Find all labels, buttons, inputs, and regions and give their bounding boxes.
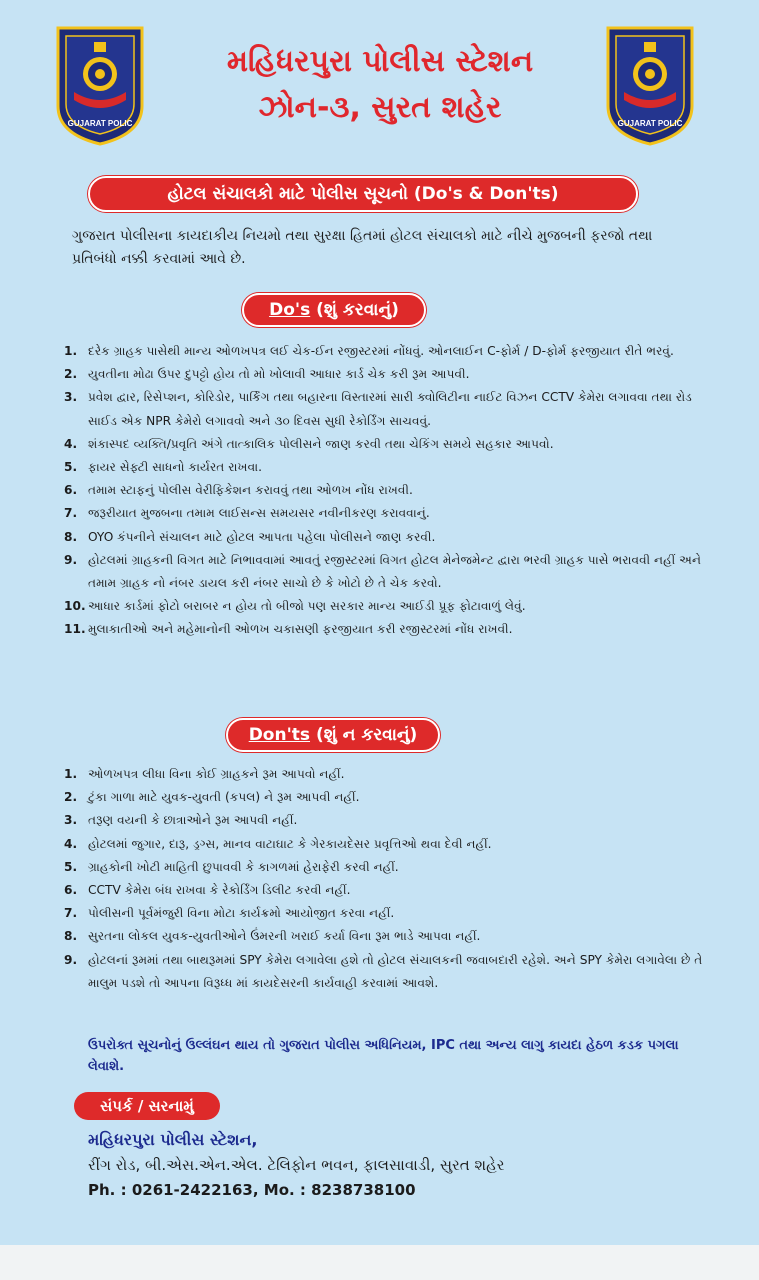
donts-list (64, 763, 724, 995)
list-item-text: હોટલમાં જુગાર, દારૂ, ડ્રગ્સ, માનવ વાટાઘાટ કે ગેરકાયદેસર પ્રવૃત્તિઓ થવા દેવી નહીં. (88, 836, 492, 851)
contact-phones: Ph. : 0261-2422163, Mo. : 8238738100 (88, 1181, 416, 1199)
list-item-number: 5. (64, 859, 78, 874)
list-item-text: ટુંકા ગાળા માટે યુવક-યુવતી (કપલ) ને રૂમ આપવી નહીં. (88, 790, 360, 805)
list-item-text: શંકાસ્પદ વ્યક્તિ/પ્રવૃતિ અંગે તાત્કાલિક પોલીસને જાણ કરવી તથા ચેકિંગ સમયે સહકાર આપવો. (88, 436, 554, 451)
list-item-number: 10. (64, 599, 86, 614)
gujarat-police-badge-icon (602, 22, 698, 148)
donts-list-item (64, 902, 724, 925)
list-item-number: 8. (64, 529, 78, 544)
donts-list-item (64, 763, 724, 786)
donts-heading-gu: (શું ન કરવાનું) (310, 725, 418, 745)
list-item-number: 8. (64, 929, 78, 944)
list-item-text: મુલાકાતીઓ અને મહેમાનોની ઓળખ ચકાસણી ફરજીયાત કરી રજીસ્ટરમાં નોંધ રાખવી. (88, 622, 513, 637)
list-item-number: 6. (64, 883, 78, 898)
list-item-number: 11. (64, 622, 86, 637)
donts-list-item (64, 809, 724, 832)
donts-list-item (64, 925, 724, 948)
contact-label-pill: સંપર્ક / સરનામું (74, 1092, 220, 1120)
dos-heading-gu: (શું કરવાનું) (310, 300, 399, 320)
list-item-text: ઓળખપત્ર લીધા વિના કોઈ ગ્રાહકને રૂમ આપવો નહીં. (88, 767, 345, 781)
list-item-text: દરેક ગ્રાહક પાસેથી માન્ય ઓળખપત્ર લઈ ચેક-ઈન રજીસ્ટરમાં નોંધવું. ઓનલાઈન C-ફોર્મ / D-ફોર્મ ફરજીયાત રીતે ભરવું. (88, 344, 674, 358)
donts-list-item (64, 879, 724, 902)
list-item-number: 2. (64, 367, 78, 382)
dos-list-item (64, 386, 724, 432)
dos-list-item (64, 340, 724, 363)
dos-heading-pill (242, 293, 426, 327)
station-title: મહિધરપુરા પોલીસ સ્ટેશન (226, 44, 534, 79)
list-item-number: 1. (64, 767, 78, 781)
list-item-text: CCTV કેમેરા બંધ રાખવા કે રેકોર્ડિંગ ડિલીટ કરવી નહીં. (88, 883, 351, 898)
donts-list-item (64, 856, 724, 879)
list-item-number: 9. (64, 552, 78, 567)
donts-list-item (64, 786, 724, 809)
list-item-text: પ્રવેશ દ્વાર, રિસેપ્શન, કોરિડોર, પાર્કિંગ તથા બહારના વિસ્તારમાં સારી ક્વોલિટીના નાઈટ વિઝન CCTV કેમેરા લગાવવા તથા રોડ સાઈડ એક NPR કેમેરો લગાવવો અને ૩૦ દિવસ સુધી રેકોર્ડિંગ સાચવવું. (88, 390, 692, 428)
list-item-text: સુરતના લોકલ યુવક-યુવતીઓને ઉંમરની ખરાઈ કર્યા વિના રૂમ ભાડે આપવા નહીં. (88, 929, 481, 944)
list-item-number: 2. (64, 790, 78, 805)
list-item-number: 4. (64, 836, 78, 851)
zone-title: ઝોન-૩, સુરત શહેર (258, 90, 502, 125)
list-item-text: હોટલનાં રૂમમાં તથા બાથરૂમમાં SPY કેમેરા લગાવેલા હશે તો હોટલ સંચાલકની જવાબદારી રહેશે. અને SPY કેમેરા લગાવેલા છે તે માલુમ પડશે તો આપના વિરૂધ્ધ માં કાયદેસરની કાર્યવાહી કરવામાં આવશે. (88, 952, 703, 990)
contact-address: રીંગ રોડ, બી.એસ.એન.એલ. ટેલિફોન ભવન, ફાલસાવાડી, સુરત શહેર (88, 1156, 505, 1174)
list-item-text: ગ્રાહકોની ખોટી માહિતી છુપાવવી કે કાગળમાં હેરાફેરી કરવી નહીં. (88, 859, 399, 874)
list-item-number: 1. (64, 344, 78, 358)
donts-heading-pill (226, 718, 440, 752)
dos-list-item (64, 363, 724, 386)
dos-heading-en: Do's (269, 300, 311, 320)
dos-list-item (64, 618, 724, 641)
main-heading-pill: હોટલ સંચાલકો માટે પોલીસ સૂચનો (Do's & Don'ts) (88, 176, 638, 212)
dos-list-item (64, 526, 724, 549)
warning-text: ઉપરોક્ત સૂચનોનું ઉલ્લંઘન થાય તો ગુજરાત પોલીસ અધિનિયમ, IPC તથા અન્ય લાગુ કાયદા હેઠળ કડક પગલા લેવાશે. (88, 1038, 679, 1074)
dos-list-item (64, 456, 724, 479)
list-item-number: 6. (64, 483, 78, 498)
dos-list-item (64, 479, 724, 502)
dos-list-item (64, 502, 724, 525)
list-item-text: તમામ સ્ટાફનું પોલીસ વેરીફિકેશન કરાવવું તથા ઓળખ નોંધ રાખવી. (88, 483, 413, 498)
dos-list-item (64, 595, 724, 618)
list-item-text: ફાયર સેફ્ટી સાધનો કાર્યરત રાખવા. (88, 460, 263, 475)
list-item-text: યુવતીના મોઢા ઉપર દુપટ્ટો હોય તો મો ખોલાવી આધાર કાર્ડ ચેક કરી રૂમ આપવી. (88, 367, 470, 382)
dos-list-item (64, 549, 724, 595)
list-item-text: તરૂણ વયની કે છાત્રાઓને રૂમ આપવી નહીં. (88, 813, 298, 828)
list-item-text: જરૂરીયાત મુજબના તમામ લાઈસન્સ સમયસર નવીનીકરણ કરાવવાનું. (88, 506, 430, 521)
contact-station-name: મહિધરપુરા પોલીસ સ્ટેશન, (88, 1130, 258, 1149)
badge-text: GUJARAT POLIC (67, 119, 133, 128)
dos-list-item (64, 433, 724, 456)
donts-list-item (64, 949, 724, 995)
donts-list-item (64, 833, 724, 856)
list-item-number: 9. (64, 952, 78, 967)
list-item-text: OYO કંપનીને સંચાલન માટે હોટલ આપતા પહેલા પોલીસને જાણ કરવી. (88, 529, 436, 544)
intro-paragraph: ગુજરાત પોલીસના કાયદાકીય નિયમો તથા સુરક્ષા હિતમાં હોટલ સંચાલકો માટે નીચે મુજબની ફરજો તથા પ્રતિબંધો નક્કી કરવામાં આવે છે. (72, 228, 653, 267)
gujarat-police-badge-icon (52, 22, 148, 148)
list-item-number: 4. (64, 436, 78, 451)
list-item-text: હોટલમાં ગ્રાહકની વિગત માટે નિભાવવામાં આવતું રજીસ્ટરમાં વિગત હોટલ મેનેજમેન્ટ દ્વારા ભરવી ગ્રાહક પાસે ભરાવવી નહીં અને તમામ ગ્રાહક નો નંબર ડાયલ કરી નંબર સાચો છે કે ખોટો છે તે ચેક કરવો. (88, 552, 702, 591)
donts-heading-en: Don'ts (248, 725, 311, 745)
list-item-text: આધાર કાર્ડમાં ફોટો બરાબર ન હોય તો બીજો પણ સરકાર માન્ય આઈડી પ્રૂફ ફોટાવાળું લેવું. (88, 599, 526, 614)
list-item-number: 3. (64, 813, 78, 828)
dos-list (64, 340, 724, 642)
list-item-number: 5. (64, 460, 78, 475)
badge-text: GUJARAT POLIC (617, 119, 683, 128)
list-item-number: 7. (64, 906, 78, 921)
list-item-number: 3. (64, 390, 78, 405)
list-item-text: પોલીસની પૂર્વમંજુરી વિના મોટા કાર્યક્રમો આયોજીત કરવા નહીં. (88, 906, 395, 921)
list-item-number: 7. (64, 506, 78, 521)
